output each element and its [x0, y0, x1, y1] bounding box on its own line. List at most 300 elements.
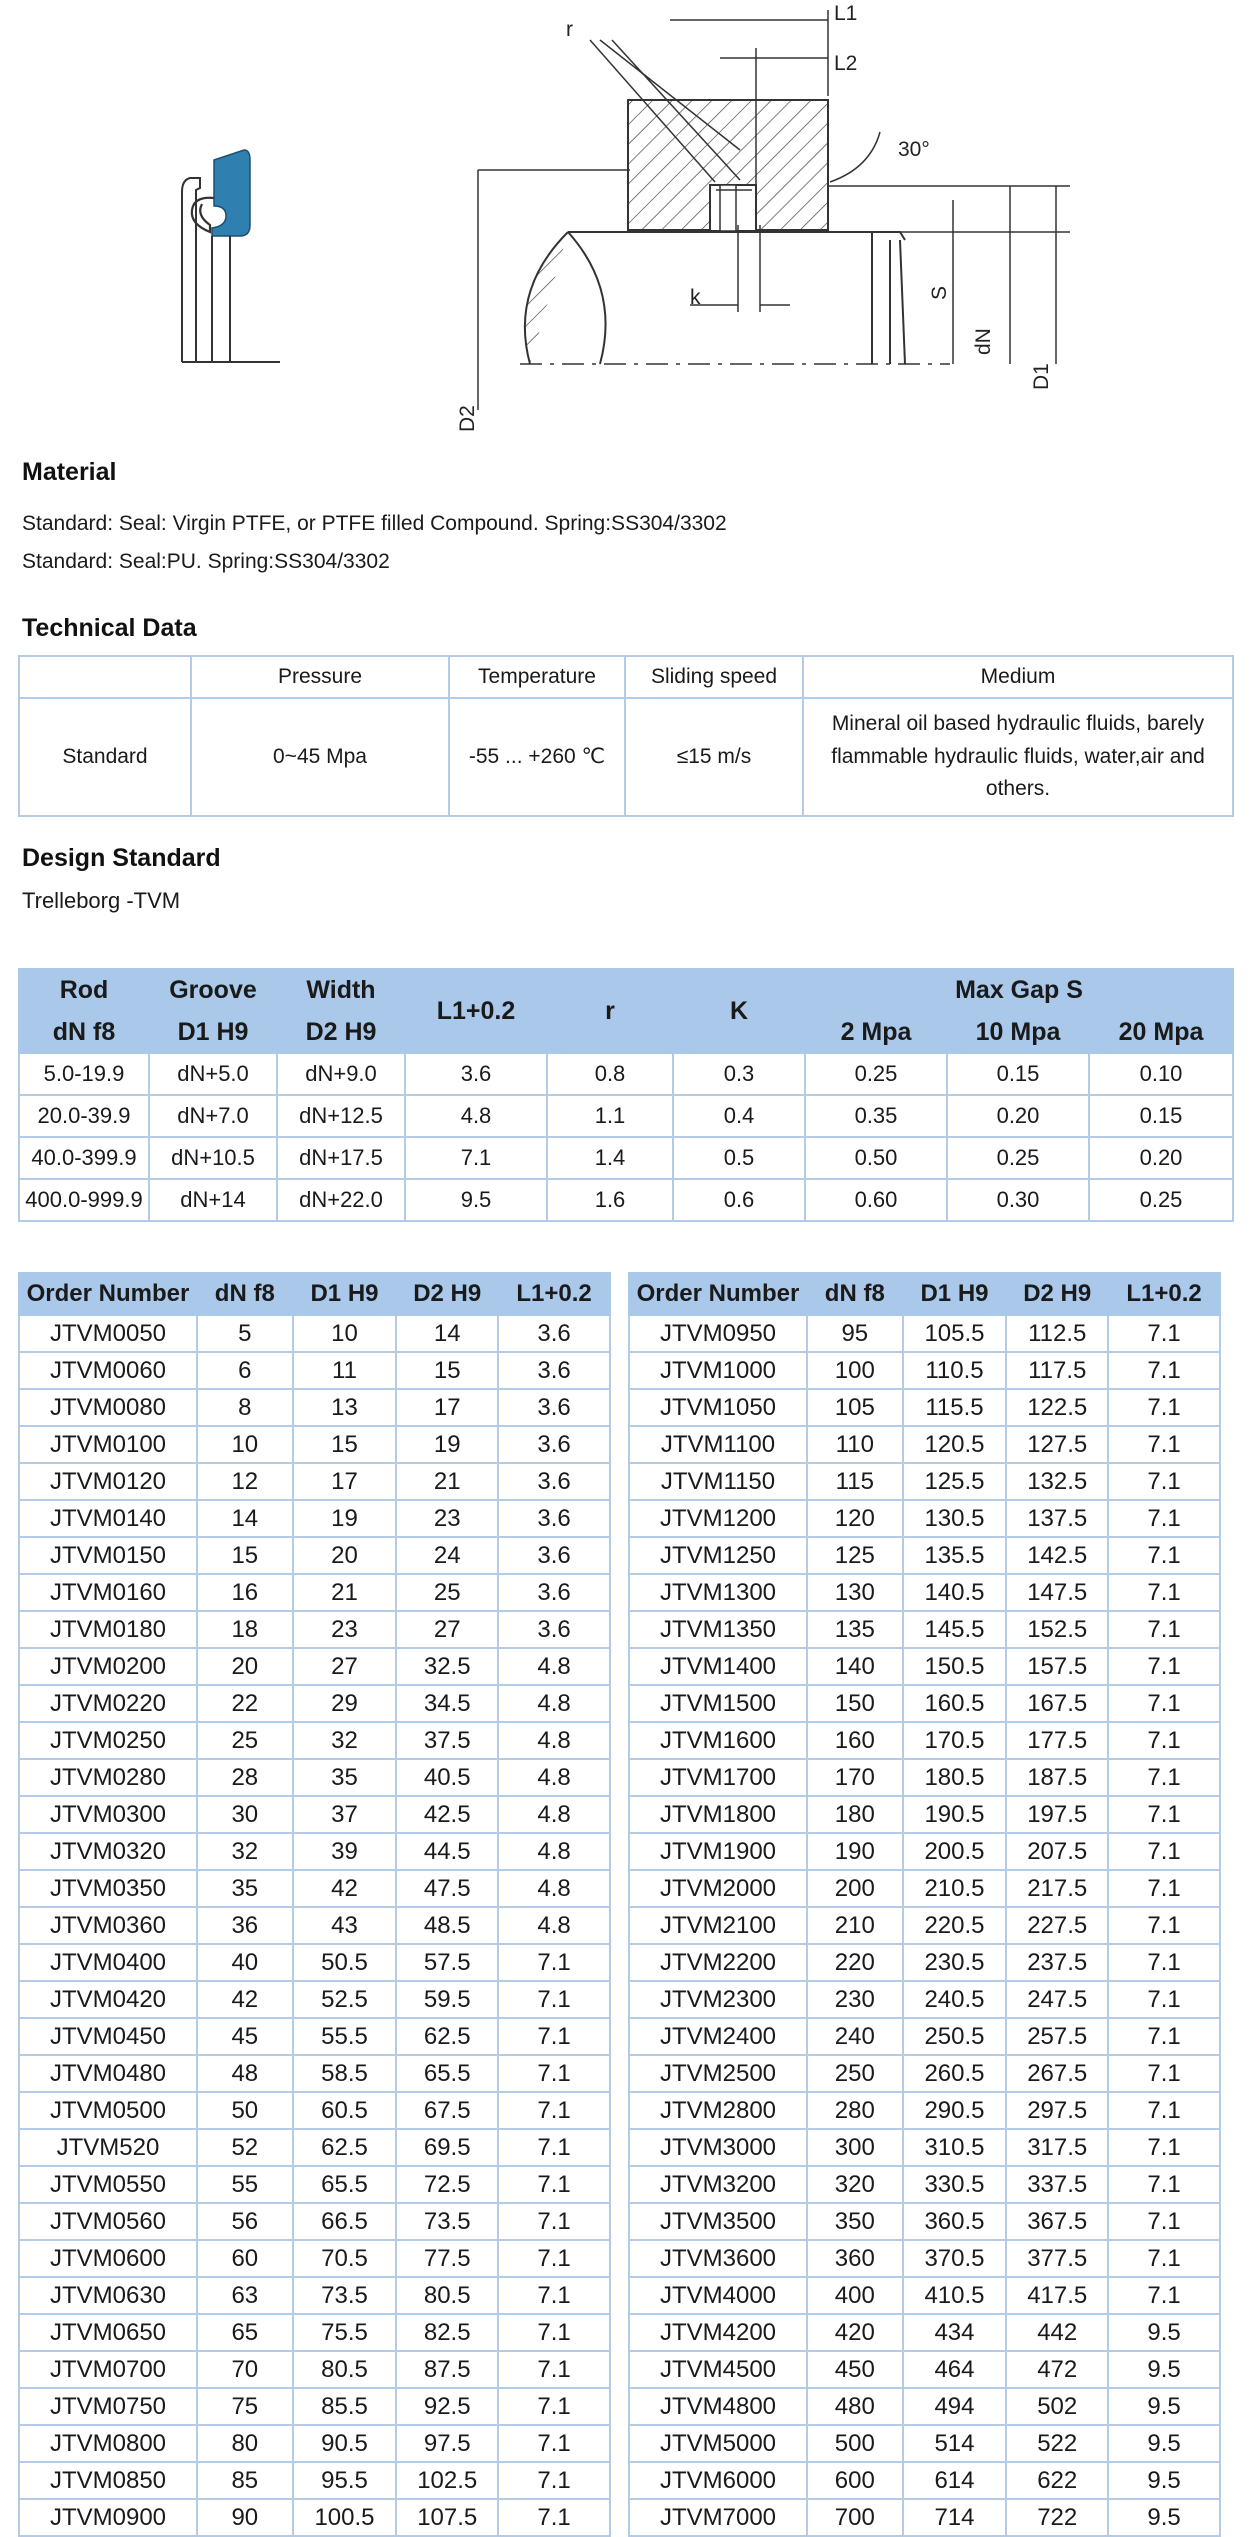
material-line-2: Standard: Seal:PU. Spring:SS304/3302 [22, 550, 390, 573]
order-row-cell: 3.6 [498, 1611, 610, 1648]
order-row-cell: JTVM4800 [629, 2388, 807, 2425]
order-row-cell: 7.1 [1108, 1833, 1220, 1870]
order-row [629, 1685, 1220, 1722]
order-row-cell: 87.5 [396, 2351, 498, 2388]
order-row-cell: 150.5 [903, 1648, 1007, 1685]
order-row-cell: 32 [197, 1833, 293, 1870]
design-header-k: K [673, 969, 805, 1053]
order-row [629, 1870, 1220, 1907]
design-row-cell: dN+9.0 [277, 1053, 405, 1095]
order-row [19, 2351, 610, 2388]
design-header-20mpa: 20 Mpa [1089, 1011, 1233, 1053]
order-row-cell: 502 [1006, 2388, 1108, 2425]
order-row-cell: JTVM0250 [19, 1722, 197, 1759]
order-row-cell: 25 [197, 1722, 293, 1759]
order-row-cell: JTVM2400 [629, 2018, 807, 2055]
order-row [19, 2129, 610, 2166]
order-row-cell: JTVM0700 [19, 2351, 197, 2388]
order-row-cell: 317.5 [1006, 2129, 1108, 2166]
order-row-cell: 10 [197, 1426, 293, 1463]
order-row-cell: 210 [807, 1907, 903, 1944]
order-row-cell: JTVM0560 [19, 2203, 197, 2240]
order-row-cell: 514 [903, 2425, 1007, 2462]
order-row [629, 1907, 1220, 1944]
order-row-cell: 622 [1006, 2462, 1108, 2499]
order-row-cell: 56 [197, 2203, 293, 2240]
order-row-cell: JTVM1350 [629, 1611, 807, 1648]
label-angle: 30° [898, 138, 930, 161]
order-row-cell: 63 [197, 2277, 293, 2314]
seal-technical-drawing [0, 0, 1256, 440]
order-row-cell: 337.5 [1006, 2166, 1108, 2203]
order-row-cell: 23 [293, 1611, 397, 1648]
order-header-d1: D1 H9 [903, 1273, 1007, 1315]
order-row-cell: 9.5 [1108, 2425, 1220, 2462]
order-row-cell: 125 [807, 1537, 903, 1574]
order-row-cell: 92.5 [396, 2388, 498, 2425]
order-row [629, 1759, 1220, 1796]
order-row [19, 1574, 610, 1611]
order-row-cell: 167.5 [1006, 1685, 1108, 1722]
order-row-cell: 72.5 [396, 2166, 498, 2203]
order-table-right [628, 1272, 1221, 2537]
order-row-cell: 360.5 [903, 2203, 1007, 2240]
order-row-cell: JTVM0350 [19, 1870, 197, 1907]
order-row-cell: JTVM2000 [629, 1870, 807, 1907]
order-row-cell: 27 [293, 1648, 397, 1685]
order-row-cell: 7.1 [1108, 2018, 1220, 2055]
order-row-cell: 19 [396, 1426, 498, 1463]
order-row-cell: 34.5 [396, 1685, 498, 1722]
order-row-cell: 117.5 [1006, 1352, 1108, 1389]
order-row-cell: 240 [807, 2018, 903, 2055]
order-row [19, 2425, 610, 2462]
design-row-cell: 1.1 [547, 1095, 673, 1137]
order-row-cell: 7.1 [498, 2351, 610, 2388]
order-row [19, 2388, 610, 2425]
order-row-cell: JTVM1900 [629, 1833, 807, 1870]
order-row-cell: 15 [396, 1352, 498, 1389]
order-row-cell: JTVM6000 [629, 2462, 807, 2499]
technical-cell: 0~45 Mpa [191, 698, 449, 816]
design-row-cell: 3.6 [405, 1053, 547, 1095]
order-row-cell: 417.5 [1006, 2277, 1108, 2314]
order-row-cell: 10 [293, 1315, 397, 1352]
order-row-cell: JTVM3500 [629, 2203, 807, 2240]
order-row [629, 1500, 1220, 1537]
order-row-cell: 36 [197, 1907, 293, 1944]
order-row-cell: JTVM0480 [19, 2055, 197, 2092]
order-row-cell: 75 [197, 2388, 293, 2425]
design-header-max-gap: Max Gap S [805, 969, 1233, 1011]
design-row-cell: 0.8 [547, 1053, 673, 1095]
order-row-cell: 464 [903, 2351, 1007, 2388]
order-row-cell: 197.5 [1006, 1796, 1108, 1833]
order-row [629, 2277, 1220, 2314]
order-row-cell: 69.5 [396, 2129, 498, 2166]
order-row-cell: 27 [396, 1611, 498, 1648]
order-row-cell: 7.1 [1108, 2166, 1220, 2203]
order-row-cell: 150 [807, 1685, 903, 1722]
design-row-cell: 40.0-399.9 [19, 1137, 149, 1179]
order-row [629, 2314, 1220, 2351]
order-row-cell: JTVM0180 [19, 1611, 197, 1648]
order-row-cell: 3.6 [498, 1463, 610, 1500]
order-row-cell: 190.5 [903, 1796, 1007, 1833]
design-row-cell: dN+10.5 [149, 1137, 277, 1179]
order-row [19, 1648, 610, 1685]
order-row-cell: JTVM0280 [19, 1759, 197, 1796]
order-row [19, 1907, 610, 1944]
order-row-cell: 472 [1006, 2351, 1108, 2388]
order-row-cell: 310.5 [903, 2129, 1007, 2166]
order-row [19, 1537, 610, 1574]
order-row-cell: 7.1 [1108, 1981, 1220, 2018]
order-row-cell: 3.6 [498, 1315, 610, 1352]
order-row-cell: 400 [807, 2277, 903, 2314]
order-row-cell: 210.5 [903, 1870, 1007, 1907]
order-row-cell: 125.5 [903, 1463, 1007, 1500]
order-row-cell: 700 [807, 2499, 903, 2536]
order-row-cell: 7.1 [1108, 1685, 1220, 1722]
order-row-cell: 142.5 [1006, 1537, 1108, 1574]
order-row-cell: 16 [197, 1574, 293, 1611]
order-row-cell: JTVM1050 [629, 1389, 807, 1426]
order-row-cell: JTVM0400 [19, 1944, 197, 1981]
order-row-cell: 7.1 [1108, 1574, 1220, 1611]
order-row-cell: 39 [293, 1833, 397, 1870]
order-header-d2: D2 H9 [1006, 1273, 1108, 1315]
design-header-2mpa: 2 Mpa [805, 1011, 947, 1053]
technical-data-table [18, 655, 1234, 817]
design-row-cell: 0.35 [805, 1095, 947, 1137]
order-row-cell: JTVM2800 [629, 2092, 807, 2129]
order-row [19, 1463, 610, 1500]
order-row-cell: JTVM0050 [19, 1315, 197, 1352]
order-row-cell: 62.5 [396, 2018, 498, 2055]
rod-section [520, 232, 950, 364]
order-row-cell: 55.5 [293, 2018, 397, 2055]
order-row-cell: 4.8 [498, 1833, 610, 1870]
technical-cell: ≤15 m/s [625, 698, 803, 816]
order-row-cell: JTVM1800 [629, 1796, 807, 1833]
order-row [629, 2240, 1220, 2277]
order-row-cell: 35 [197, 1870, 293, 1907]
order-row-cell: 180.5 [903, 1759, 1007, 1796]
label-S: S [928, 285, 951, 300]
order-row-cell: JTVM0320 [19, 1833, 197, 1870]
order-row-cell: JTVM7000 [629, 2499, 807, 2536]
order-row-cell: 4.8 [498, 1685, 610, 1722]
order-row [19, 1759, 610, 1796]
order-row-cell: 37.5 [396, 1722, 498, 1759]
order-row-cell: 135 [807, 1611, 903, 1648]
material-line-1: Standard: Seal: Virgin PTFE, or PTFE filled Compound. Spring:SS304/3302 [22, 512, 727, 535]
design-row-cell: 400.0-999.9 [19, 1179, 149, 1221]
design-header-d2: D2 H9 [277, 1011, 405, 1053]
label-r: r [566, 18, 573, 41]
order-row-cell: 112.5 [1006, 1315, 1108, 1352]
order-row-cell: 220 [807, 1944, 903, 1981]
order-row-cell: 4.8 [498, 1759, 610, 1796]
label-D1: D1 [1030, 363, 1053, 390]
design-row [19, 1095, 1233, 1137]
order-row [629, 2018, 1220, 2055]
order-row-cell: 25 [396, 1574, 498, 1611]
order-header-row [629, 1273, 1220, 1315]
order-row-cell: 237.5 [1006, 1944, 1108, 1981]
order-row-cell: 320 [807, 2166, 903, 2203]
order-row-cell: 105.5 [903, 1315, 1007, 1352]
order-row-cell: 28 [197, 1759, 293, 1796]
order-row-cell: 7.1 [1108, 2203, 1220, 2240]
design-row-cell: 0.25 [947, 1137, 1089, 1179]
design-header-width: Width [277, 969, 405, 1011]
order-row-cell: 157.5 [1006, 1648, 1108, 1685]
order-row-cell: 7.1 [1108, 1648, 1220, 1685]
design-row-cell: 0.5 [673, 1137, 805, 1179]
order-row-cell: 122.5 [1006, 1389, 1108, 1426]
order-row [629, 1426, 1220, 1463]
order-row-cell: 7.1 [498, 2055, 610, 2092]
order-row-cell: 59.5 [396, 1981, 498, 2018]
order-row-cell: JTVM0300 [19, 1796, 197, 1833]
technical-header-temperature: Temperature [449, 656, 625, 698]
order-row-cell: JTVM0630 [19, 2277, 197, 2314]
order-row-cell: 160.5 [903, 1685, 1007, 1722]
order-row-cell: 4.8 [498, 1648, 610, 1685]
design-row-cell: 7.1 [405, 1137, 547, 1179]
order-row [19, 1611, 610, 1648]
order-header-number: Order Number [19, 1273, 197, 1315]
order-row-cell: JTVM1500 [629, 1685, 807, 1722]
order-row-cell: 7.1 [498, 2314, 610, 2351]
order-row [19, 1981, 610, 2018]
order-table-left-body [19, 1315, 610, 2536]
technical-header-blank [19, 656, 191, 698]
order-row-cell: 377.5 [1006, 2240, 1108, 2277]
order-row-cell: 90 [197, 2499, 293, 2536]
design-row-cell: 0.25 [1089, 1179, 1233, 1221]
order-row-cell: 132.5 [1006, 1463, 1108, 1500]
order-row-cell: 300 [807, 2129, 903, 2166]
order-row-cell: 7.1 [1108, 1759, 1220, 1796]
design-heading: Design Standard [22, 844, 221, 872]
design-row-cell: 0.3 [673, 1053, 805, 1095]
order-row [19, 1944, 610, 1981]
order-row-cell: 43 [293, 1907, 397, 1944]
technical-header-pressure: Pressure [191, 656, 449, 698]
order-row-cell: 44.5 [396, 1833, 498, 1870]
order-row-cell: 230.5 [903, 1944, 1007, 1981]
order-row-cell: 18 [197, 1611, 293, 1648]
order-row-cell: JTVM520 [19, 2129, 197, 2166]
order-row-cell: 17 [396, 1389, 498, 1426]
order-row-cell: 7.1 [1108, 1315, 1220, 1352]
label-L2: L2 [834, 52, 858, 75]
order-row [629, 1944, 1220, 1981]
order-row-cell: JTVM0150 [19, 1537, 197, 1574]
order-row [19, 1685, 610, 1722]
order-row-cell: 7.1 [1108, 1796, 1220, 1833]
order-row-cell: JTVM1700 [629, 1759, 807, 1796]
order-row-cell: JTVM0500 [19, 2092, 197, 2129]
order-row-cell: JTVM1000 [629, 1352, 807, 1389]
seal-profile-icon [182, 150, 280, 362]
order-row-cell: 170.5 [903, 1722, 1007, 1759]
order-row-cell: 500 [807, 2425, 903, 2462]
order-row-cell: 442 [1006, 2314, 1108, 2351]
order-row-cell: 420 [807, 2314, 903, 2351]
order-row-cell: 115.5 [903, 1389, 1007, 1426]
order-row-cell: 8 [197, 1389, 293, 1426]
order-row-cell: 227.5 [1006, 1907, 1108, 1944]
order-row-cell: 3.6 [498, 1389, 610, 1426]
order-row-cell: JTVM0550 [19, 2166, 197, 2203]
order-row [19, 2018, 610, 2055]
order-row [19, 1500, 610, 1537]
order-row-cell: 7.1 [1108, 1870, 1220, 1907]
order-row-cell: 15 [293, 1426, 397, 1463]
order-row-cell: 105 [807, 1389, 903, 1426]
order-header-l1: L1+0.2 [1108, 1273, 1220, 1315]
order-row-cell: 3.6 [498, 1426, 610, 1463]
order-row-cell: 207.5 [1006, 1833, 1108, 1870]
order-row-cell: 97.5 [396, 2425, 498, 2462]
order-row [19, 1833, 610, 1870]
order-row-cell: 3.6 [498, 1500, 610, 1537]
order-row [629, 1981, 1220, 2018]
order-row-cell: 12 [197, 1463, 293, 1500]
design-row [19, 1137, 1233, 1179]
order-row-cell: 714 [903, 2499, 1007, 2536]
order-row-cell: 29 [293, 1685, 397, 1722]
order-row-cell: 4.8 [498, 1722, 610, 1759]
order-row-cell: 217.5 [1006, 1870, 1108, 1907]
order-row-cell: 120 [807, 1500, 903, 1537]
order-row [629, 1352, 1220, 1389]
order-row-cell: 7.1 [1108, 1907, 1220, 1944]
technical-header-row [19, 656, 1233, 698]
order-row-cell: 48.5 [396, 1907, 498, 1944]
order-row-cell: 200.5 [903, 1833, 1007, 1870]
order-row-cell: 7.1 [1108, 1611, 1220, 1648]
technical-header-speed: Sliding speed [625, 656, 803, 698]
order-row-cell: 177.5 [1006, 1722, 1108, 1759]
order-row [629, 1574, 1220, 1611]
order-row [629, 2129, 1220, 2166]
order-row-cell: 7.1 [498, 2462, 610, 2499]
order-row-cell: 107.5 [396, 2499, 498, 2536]
design-row-cell: 1.6 [547, 1179, 673, 1221]
order-row-cell: 190 [807, 1833, 903, 1870]
design-row-cell: 1.4 [547, 1137, 673, 1179]
design-header-r: r [547, 969, 673, 1053]
order-row [629, 2499, 1220, 2536]
order-row-cell: 7.1 [498, 2499, 610, 2536]
design-header-dn: dN f8 [19, 1011, 149, 1053]
order-row-cell: 32 [293, 1722, 397, 1759]
order-row-cell: 42 [293, 1870, 397, 1907]
order-row-cell: 110.5 [903, 1352, 1007, 1389]
order-row-cell: 160 [807, 1722, 903, 1759]
order-row-cell: JTVM0900 [19, 2499, 197, 2536]
order-row-cell: JTVM4000 [629, 2277, 807, 2314]
order-row-cell: 85.5 [293, 2388, 397, 2425]
order-row-cell: JTVM1250 [629, 1537, 807, 1574]
order-header-dn: dN f8 [197, 1273, 293, 1315]
order-row [629, 1463, 1220, 1500]
order-row-cell: 66.5 [293, 2203, 397, 2240]
order-row-cell: JTVM0120 [19, 1463, 197, 1500]
order-row [19, 2092, 610, 2129]
design-row-cell: 0.15 [1089, 1095, 1233, 1137]
order-row-cell: JTVM1600 [629, 1722, 807, 1759]
order-row-cell: 152.5 [1006, 1611, 1108, 1648]
order-row-cell: 140 [807, 1648, 903, 1685]
design-header-d1: D1 H9 [149, 1011, 277, 1053]
material-heading: Material [22, 458, 117, 486]
order-row [19, 1722, 610, 1759]
order-row-cell: 35 [293, 1759, 397, 1796]
order-row-cell: 7.1 [1108, 2129, 1220, 2166]
order-row [629, 2388, 1220, 2425]
order-row-cell: 42.5 [396, 1796, 498, 1833]
order-row-cell: 9.5 [1108, 2499, 1220, 2536]
technical-heading: Technical Data [22, 614, 197, 642]
order-table-right-body [629, 1315, 1220, 2536]
design-row [19, 1179, 1233, 1221]
order-row-cell: JTVM0650 [19, 2314, 197, 2351]
order-row-cell: 170 [807, 1759, 903, 1796]
design-row-cell: dN+5.0 [149, 1053, 277, 1095]
order-row-cell: 9.5 [1108, 2388, 1220, 2425]
order-row [19, 2240, 610, 2277]
design-table-body [19, 1053, 1233, 1221]
order-row-cell: 7.1 [498, 2018, 610, 2055]
order-row-cell: 600 [807, 2462, 903, 2499]
design-standard-table [18, 968, 1234, 1222]
order-row-cell: 200 [807, 1870, 903, 1907]
order-row-cell: 130.5 [903, 1500, 1007, 1537]
order-row [19, 1796, 610, 1833]
order-row-cell: JTVM2100 [629, 1907, 807, 1944]
order-row-cell: 21 [293, 1574, 397, 1611]
order-row-cell: 6 [197, 1352, 293, 1389]
order-row-cell: 494 [903, 2388, 1007, 2425]
design-row-cell: 0.6 [673, 1179, 805, 1221]
order-row-cell: 4.8 [498, 1870, 610, 1907]
order-row-cell: 73.5 [396, 2203, 498, 2240]
order-row [19, 1315, 610, 1352]
order-row-cell: 30 [197, 1796, 293, 1833]
order-row-cell: JTVM4500 [629, 2351, 807, 2388]
order-row [19, 2277, 610, 2314]
order-row-cell: JTVM0750 [19, 2388, 197, 2425]
order-row-cell: 32.5 [396, 1648, 498, 1685]
order-header-d1: D1 H9 [293, 1273, 397, 1315]
order-row [629, 1833, 1220, 1870]
order-row-cell: 137.5 [1006, 1500, 1108, 1537]
order-row-cell: 22 [197, 1685, 293, 1722]
technical-cell: Standard [19, 698, 191, 816]
design-row-cell: dN+12.5 [277, 1095, 405, 1137]
order-row-cell: 110 [807, 1426, 903, 1463]
label-D2: D2 [456, 405, 479, 432]
order-row-cell: 290.5 [903, 2092, 1007, 2129]
technical-cell-medium: Mineral oil based hydraulic fluids, barely flammable hydraulic fluids, water,air and others. [803, 698, 1233, 816]
order-row-cell: 45 [197, 2018, 293, 2055]
